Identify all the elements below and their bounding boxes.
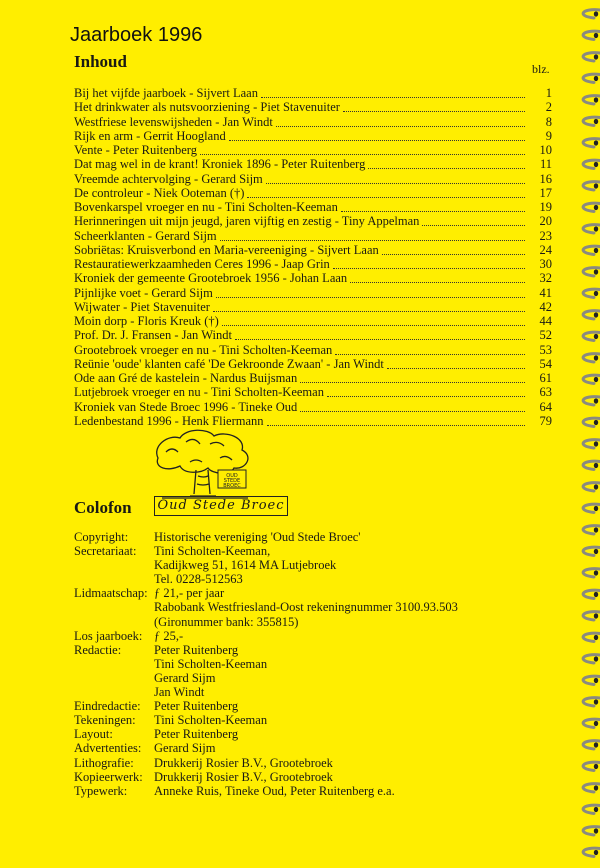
colofon-value (154, 713, 544, 727)
dot-leader (368, 159, 525, 169)
spiral-ring (583, 483, 600, 491)
colofon-value-line: Tini Scholten-Keeman (154, 656, 268, 671)
colofon-title: Colofon (74, 498, 132, 517)
toc-entry-page: 32 (539, 271, 552, 286)
toc-entry-page: 1 (545, 86, 552, 100)
colofon-value (154, 643, 544, 699)
spiral-ring (583, 676, 600, 684)
toc-entry-title: Reünie 'oude' klanten café 'De Gekroonde Zwaan' - Jan Windt (74, 356, 384, 371)
spiral-ring (583, 96, 600, 104)
spiral-ring (583, 354, 600, 362)
spiral-ring (583, 311, 600, 319)
colofon-row (74, 586, 544, 628)
toc-entry (74, 328, 552, 342)
spiral-ring (583, 784, 600, 792)
colofon-label: Layout: (74, 727, 113, 742)
colofon-label: Tekeningen: (74, 713, 136, 728)
dot-leader (350, 273, 525, 283)
toc-entry-title: Het drinkwater als nutsvoorziening - Piet Stavenuiter (74, 100, 340, 115)
yearbook-label: Jaarboek 1996 (70, 24, 203, 46)
colofon-row (74, 643, 544, 699)
toc-entry-page: 8 (545, 114, 552, 129)
colofon-value-line: Tel. 0228-512563 (154, 572, 243, 587)
spiral-ring (583, 289, 600, 297)
page-column-label: blz. (532, 62, 550, 76)
toc-title: Inhoud (74, 52, 127, 71)
toc-entry-title: Bovenkarspel vroeger en nu - Tini Scholten-Keeman (74, 200, 338, 214)
spiral-ring (583, 418, 600, 426)
colofon-value-line: Peter Ruitenberg (154, 699, 239, 714)
colofon-label: Typewerk: (74, 783, 128, 798)
colofon-value-line: Historische vereniging 'Oud Stede Broec' (154, 530, 361, 544)
dot-leader (327, 387, 525, 397)
colofon-value-line: Jan Windt (154, 685, 205, 700)
toc-entry (74, 286, 552, 300)
colofon-value (154, 756, 544, 770)
toc-entry-title: Herinneringen uit mijn jeugd, jaren vijftig en zestig - Tiny Appelman (74, 214, 420, 229)
spiral-ring (583, 160, 600, 168)
colofon-row (74, 713, 544, 727)
toc-entry-title: Ode aan Gré de kastelein - Nardus Buijsman (74, 371, 298, 385)
toc-entry-title: Sobriëtas: Kruisverbond en Maria-vereeniging - Sijvert Laan (74, 242, 379, 257)
toc-entry (74, 357, 552, 371)
spiral-ring (583, 74, 600, 82)
toc-entry-title: Lutjebroek vroeger en nu - Tini Scholten-Keeman (74, 385, 324, 400)
spiral-ring (583, 440, 600, 448)
toc-entry (74, 314, 552, 328)
toc-entry (74, 371, 552, 385)
spiral-ring (583, 225, 600, 233)
colofon-value (154, 727, 544, 741)
colofon-row (74, 530, 544, 544)
spiral-ring (583, 569, 600, 577)
toc-entry-title: Vente - Peter Ruitenberg (74, 143, 197, 157)
toc-entry (74, 257, 552, 271)
spiral-ring (583, 182, 600, 190)
colofon-value (154, 741, 544, 755)
dot-leader (266, 174, 525, 184)
dot-leader (343, 102, 525, 112)
toc-entry (74, 200, 552, 214)
toc-entry-title: Scheerklanten - Gerard Sijm (74, 228, 217, 243)
colofon-value-line: ƒ 21,- per jaar (154, 586, 225, 601)
colofon-value-line: Gerard Sijm (154, 670, 216, 685)
spiral-ring (583, 246, 600, 254)
dot-leader (382, 245, 525, 255)
toc-entry-title: Kroniek der gemeente Grootebroek 1956 - Johan Laan (74, 271, 348, 286)
colofon-value (154, 544, 544, 586)
colofon-value (154, 586, 544, 628)
spiral-ring (583, 590, 600, 598)
toc-entry-title: Bij het vijfde jaarboek - Sijvert Laan (74, 86, 258, 100)
spiral-ring (583, 698, 600, 706)
toc-entry-page: 64 (539, 399, 552, 414)
colofon-value-line: Tini Scholten-Keeman, (154, 544, 271, 559)
spiral-ring (583, 504, 600, 512)
toc-entry-title: Dat mag wel in de krant! Kroniek 1896 - Peter Ruitenberg (74, 157, 366, 172)
colofon-value-line: (Gironummer bank: 355815) (154, 614, 299, 629)
toc-entry-title: Restauratiewerkzaamheden Ceres 1996 - Jaap Grin (74, 257, 330, 271)
colofon-row (74, 629, 544, 643)
dot-leader (216, 288, 525, 298)
toc-entry (74, 115, 552, 129)
svg-text:STEDE: STEDE (223, 478, 241, 484)
toc-entry-page: 23 (539, 228, 552, 243)
toc-entry-title: Moin dorp - Floris Kreuk (†) (74, 314, 219, 328)
spiral-ring (583, 547, 600, 555)
colofon-label: Lithografie: (74, 755, 134, 770)
toc-entry (74, 243, 552, 257)
spiral-binding (572, 0, 600, 868)
colofon-row (74, 699, 544, 713)
toc-entry-page: 17 (539, 185, 552, 200)
toc-entry-page: 52 (539, 328, 552, 343)
colofon-value-line: Kadijkweg 51, 1614 MA Lutjebroek (154, 558, 337, 573)
colofon-value-line: Drukkerij Rosier B.V., Grootebroek (154, 769, 333, 784)
dot-leader (222, 316, 525, 326)
table-of-contents (74, 86, 552, 428)
dot-leader (229, 131, 525, 141)
toc-entry-title: Ledenbestand 1996 - Henk Fliermann (74, 413, 264, 428)
colofon-value-line: Peter Ruitenberg (154, 642, 239, 657)
colofon-row (74, 741, 544, 755)
toc-entry (74, 400, 552, 414)
toc-entry-title: Grootebroek vroeger en nu - Tini Scholten-Keeman (74, 342, 333, 357)
svg-text:OUD: OUD (226, 473, 238, 479)
colofon-value (154, 530, 544, 544)
dot-leader (341, 202, 525, 212)
colofon-label: Eindredactie: (74, 699, 141, 714)
toc-entry-title: Rijk en arm - Gerrit Hoogland (74, 128, 226, 143)
spiral-ring (583, 461, 600, 469)
spiral-ring (583, 268, 600, 276)
toc-entry-page: 61 (539, 371, 552, 385)
toc-entry (74, 172, 552, 186)
toc-entry-title: Vreemde achtervolging - Gerard Sijm (74, 171, 263, 186)
colofon-value (154, 770, 544, 784)
colofon-value (154, 699, 544, 713)
dot-leader (276, 117, 525, 127)
spiral-ring (583, 203, 600, 211)
toc-entry-title: Kroniek van Stede Broec 1996 - Tineke Oud (74, 399, 298, 414)
spiral-ring (583, 526, 600, 534)
toc-entry (74, 271, 552, 285)
dot-leader (335, 345, 525, 355)
toc-entry-page: 63 (539, 385, 552, 400)
colofon-label: Advertenties: (74, 741, 142, 756)
spiral-ring (583, 10, 600, 18)
colofon-value-line: Drukkerij Rosier B.V., Grootebroek (154, 755, 333, 770)
dot-leader (213, 302, 525, 312)
spiral-ring (583, 827, 600, 835)
colofon-value-line: Gerard Sijm (154, 741, 216, 756)
toc-entry (74, 414, 552, 428)
toc-entry-page: 41 (539, 285, 552, 300)
toc-entry (74, 157, 552, 171)
toc-entry-page: 24 (539, 242, 552, 257)
toc-entry (74, 129, 552, 143)
colofon-value (154, 629, 544, 643)
spiral-ring (583, 139, 600, 147)
spiral-ring (583, 719, 600, 727)
colofon-label: Redactie: (74, 642, 122, 657)
toc-entry-page: 42 (539, 299, 552, 314)
colofon-row (74, 770, 544, 784)
toc-entry (74, 214, 552, 228)
colofon-value-line: Tini Scholten-Keeman (154, 713, 268, 728)
dot-leader (200, 145, 525, 155)
toc-entry (74, 385, 552, 399)
toc-entry-page: 79 (539, 413, 552, 428)
tree-logo (150, 428, 260, 502)
dot-leader (387, 359, 525, 369)
toc-entry-title: Prof. Dr. J. Fransen - Jan Windt (74, 328, 232, 343)
toc-entry (74, 343, 552, 357)
spiral-ring (583, 31, 600, 39)
toc-entry-title: Wijwater - Piet Stavenuiter (74, 299, 210, 314)
colofon-list (74, 530, 544, 798)
colofon-row (74, 727, 544, 741)
toc-entry-title: De controleur - Niek Ooteman (†) (74, 185, 245, 200)
toc-entry-title: Westfriese levenswijsheden - Jan Windt (74, 114, 273, 129)
toc-entry-page: 10 (539, 143, 552, 157)
toc-entry-page: 54 (539, 356, 552, 371)
toc-entry-page: 20 (539, 214, 552, 229)
toc-entry (74, 300, 552, 314)
dot-leader (422, 216, 525, 226)
colofon-label: Copyright: (74, 530, 129, 544)
colofon-row (74, 544, 544, 586)
spiral-ring (583, 375, 600, 383)
spiral-ring (583, 741, 600, 749)
spiral-ring (583, 848, 600, 856)
colofon-label: Kopieerwerk: (74, 769, 143, 784)
colofon-row (74, 756, 544, 770)
toc-entry (74, 229, 552, 243)
colofon-value (154, 784, 544, 798)
dot-leader (300, 402, 525, 412)
colofon-value-line: Rabobank Westfriesland-Oost rekeningnummer 3100.93.503 (154, 600, 458, 615)
colofon-label: Los jaarboek: (74, 628, 143, 643)
colofon-value-line: Peter Ruitenberg (154, 727, 239, 742)
spiral-ring (583, 612, 600, 620)
dot-leader (235, 330, 525, 340)
toc-entry-page: 9 (545, 128, 552, 143)
colofon-label: Lidmaatschap: (74, 586, 148, 601)
toc-entry (74, 143, 552, 157)
toc-entry-page: 44 (539, 314, 552, 328)
toc-entry-page: 19 (539, 200, 552, 214)
spiral-ring (583, 655, 600, 663)
logo-banner: Oud Stede Broec (154, 496, 288, 516)
spiral-ring (583, 117, 600, 125)
toc-entry-page: 53 (539, 342, 552, 357)
toc-entry (74, 86, 552, 100)
toc-entry-page: 2 (545, 100, 552, 115)
spiral-ring (583, 762, 600, 770)
dot-leader (247, 188, 525, 198)
spiral-ring (583, 397, 600, 405)
dot-leader (267, 416, 525, 426)
dot-leader (333, 259, 525, 269)
toc-entry-page: 16 (539, 171, 552, 186)
svg-text:BROEC: BROEC (223, 483, 241, 489)
colofon-value-line: Anneke Ruis, Tineke Oud, Peter Ruitenberg e.a. (154, 783, 395, 798)
colofon-label: Secretariaat: (74, 544, 137, 559)
toc-entry (74, 186, 552, 200)
dot-leader (220, 231, 525, 241)
toc-entry-title: Pijnlijke voet - Gerard Sijm (74, 285, 213, 300)
spiral-ring (583, 805, 600, 813)
toc-entry-page: 11 (539, 157, 552, 172)
toc-entry (74, 100, 552, 114)
dot-leader (261, 88, 525, 98)
colofon-value-line: ƒ 25,- (154, 628, 184, 643)
spiral-ring (583, 633, 600, 641)
spiral-ring (583, 332, 600, 340)
dot-leader (300, 373, 525, 383)
colofon-row (74, 784, 544, 798)
toc-entry-page: 30 (539, 257, 552, 271)
spiral-ring (583, 53, 600, 61)
